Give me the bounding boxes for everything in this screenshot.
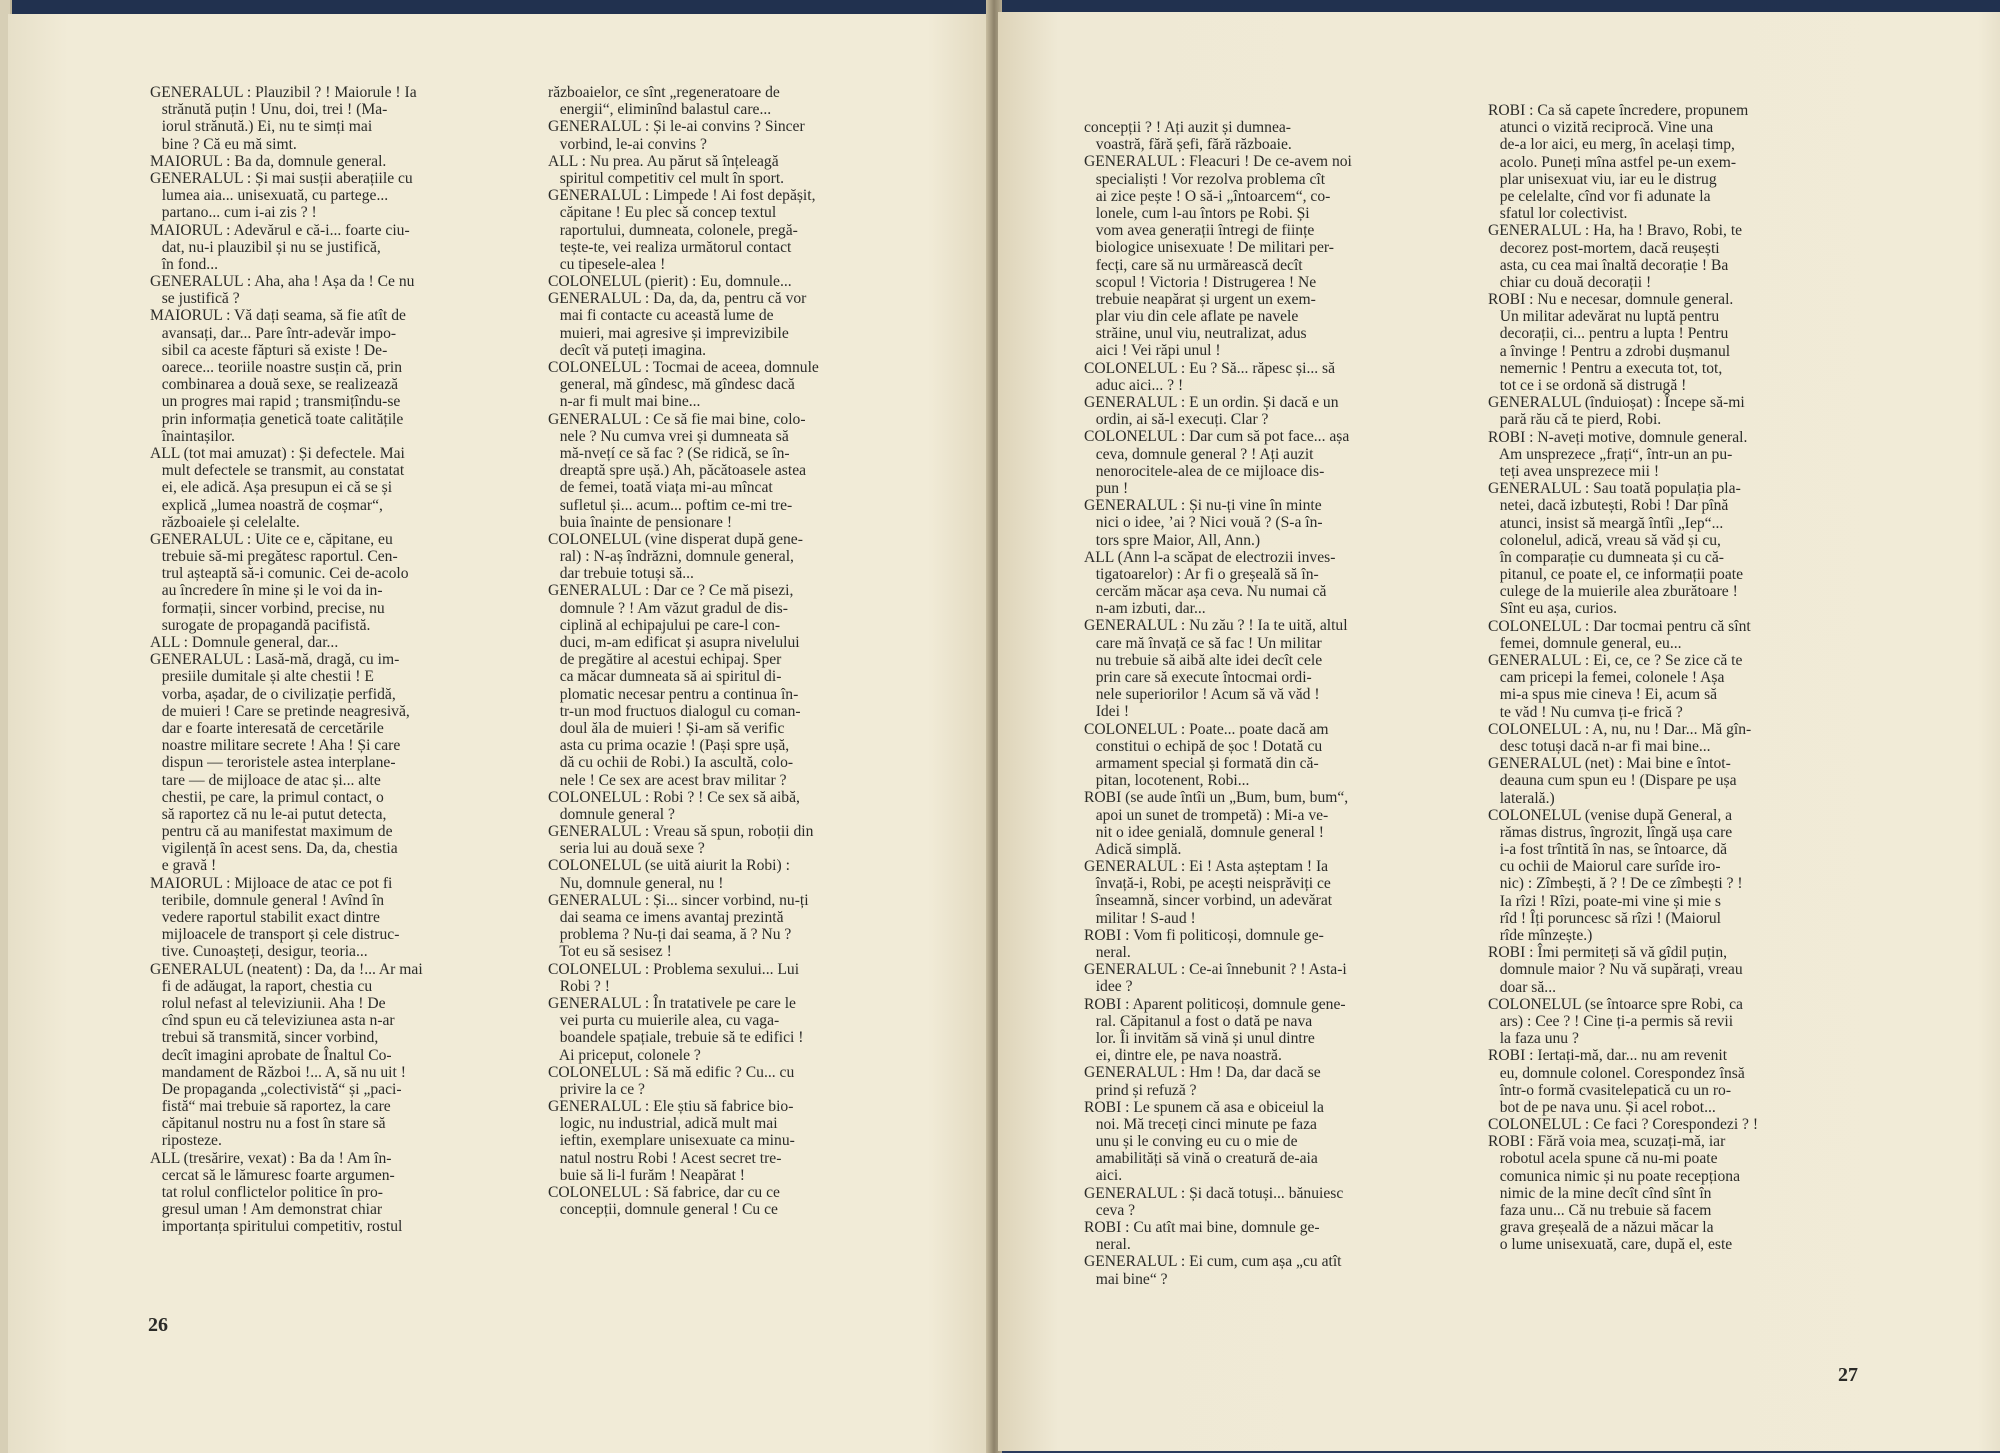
text-line: ROBI : Ca să capete încredere, propunem xyxy=(1488,102,1749,119)
text-line: neral. xyxy=(1084,1236,1131,1254)
text-line: Ai priceput, colonele ? xyxy=(548,1046,701,1064)
text-line: presiile dumitale și alte chestii ! E xyxy=(150,668,374,686)
text-line: GENERALUL : Plauzibil ? ! Maiorule ! Ia xyxy=(150,84,417,101)
text-line: o lume unisexuată, care, după el, este xyxy=(1488,1236,1733,1254)
text-line: GENERALUL : Vreau să spun, roboții din xyxy=(548,823,814,841)
text-line: dă cu ochii de Robi.) Ia ascultă, colo- xyxy=(548,754,794,772)
text-line: într-o formă cvasitelepatică cu un ro- xyxy=(1488,1081,1732,1099)
text-line: GENERALUL : Fleacuri ! De ce-avem noi xyxy=(1084,153,1352,171)
text-line: de femei, toată viața mi-au mîncat xyxy=(548,479,773,497)
text-line: trebuie să-mi pregătesc raportul. Cen- xyxy=(150,548,398,566)
text-line: ROBI : Îmi permiteți să vă gîdil puțin, xyxy=(1488,944,1728,962)
text-line: doul ăla de muieri ! Și-am să verific xyxy=(548,719,785,737)
text-line: lor. Îi invităm să vină și unul dintre xyxy=(1084,1029,1315,1047)
text-line: GENERALUL : Lasă-mă, dragă, cu im- xyxy=(150,651,400,669)
text-line: COLONELUL : Să fabrice, dar cu ce xyxy=(548,1184,780,1201)
text-line: riposteze. xyxy=(150,1132,222,1150)
text-line: COLONELUL (se întoarce spre Robi, ca xyxy=(1488,995,1743,1013)
text-line: trul așteaptă să-i comunic. Cei de-acolo xyxy=(150,565,409,583)
text-line: buie să li-l furăm ! Neapărat ! xyxy=(548,1166,746,1184)
text-line: tot ce i se ordonă să distrugă ! xyxy=(1488,377,1687,394)
text-line: GENERALUL : Hm ! Da, dar dacă se xyxy=(1084,1064,1321,1082)
text-line: pitanul, ce poate el, ce informații poate xyxy=(1488,566,1744,584)
text-line: ALL : Nu prea. Au părut să înțeleagă xyxy=(548,152,779,170)
text-line: duci, m-am edificat și asupra nivelului xyxy=(548,634,800,651)
text-line: nic) : Zîmbești, ă ? ! De ce zîmbești ? ! xyxy=(1488,875,1743,893)
text-line: e gravă ! xyxy=(150,857,217,875)
text-line: ROBI : Aparent politicoși, domnule gene- xyxy=(1084,995,1346,1013)
text-line: natul nostru Robi ! Acest secret tre- xyxy=(548,1149,782,1167)
text-line: tive. Cunoașteți, desigur, teoria... xyxy=(150,943,368,961)
text-line: cam pricepi la femei, colonele ! Așa xyxy=(1488,669,1725,687)
text-line: dar trebuie totuși să... xyxy=(548,565,694,583)
text-line: GENERALUL : Ce să fie mai bine, colo- xyxy=(548,410,806,428)
text-line: rîd ! Îți poruncesc să rîzi ! (Maiorul xyxy=(1488,909,1721,927)
text-line: spiritul competitiv cel mult în sport. xyxy=(548,169,785,187)
text-line: femei, domnule general, eu... xyxy=(1488,634,1682,652)
text-line: gresul uman ! Am demonstrat chiar xyxy=(150,1201,383,1219)
text-line: cu tipesele-alea ! xyxy=(548,255,666,273)
text-line: GENERALUL (net) : Mai bine e întot- xyxy=(1488,755,1731,773)
text-line: GENERALUL : Nu zău ? ! Ia te uită, altul xyxy=(1084,617,1348,635)
text-line: Idei ! xyxy=(1084,703,1130,721)
text-line: armament special și formată din că- xyxy=(1084,754,1319,772)
text-line: concepții ? ! Ați auzit și dumnea- xyxy=(1084,119,1291,136)
text-line: culege de la muierile alea zburătoare ! xyxy=(1488,583,1738,601)
text-line: De propaganda „colectivistă“ și „paci- xyxy=(150,1080,402,1098)
text-line: mi-a spus mie cineva ! Ei, acum să xyxy=(1488,686,1718,704)
text-line: doar să... xyxy=(1488,978,1556,996)
text-line: netei, dacă izbutești, Robi ! Dar pînă xyxy=(1488,497,1729,515)
text-line: GENERALUL : Ei cum, cum așa „cu atît xyxy=(1084,1253,1342,1271)
text-line: bine ? Că eu mă simt. xyxy=(150,135,297,153)
text-line: explică „lumea noastră de coșmar“, xyxy=(150,496,383,514)
text-line: trebuie neapărat și urgent un exem- xyxy=(1084,290,1316,308)
text-line: ceva, domnule general ? ! Ați auzit xyxy=(1084,445,1314,463)
left-page-column-1 xyxy=(150,84,538,1236)
text-line: COLONELUL (vine disperat după gene- xyxy=(548,530,803,548)
text-line: faza unu... Că nu trebuie să facem xyxy=(1488,1202,1712,1219)
text-line: fecți, care să nu urmărească decît xyxy=(1084,256,1303,274)
text-line: decît imagini aprobate de Înaltul Co- xyxy=(150,1046,392,1064)
text-line: învață-i, Robi, pe acești neisprăviți ce xyxy=(1084,875,1331,893)
text-line: decorez post-mortem, dacă reușești xyxy=(1488,239,1720,257)
text-line: cu ochii de Maiorul care surîde iro- xyxy=(1488,858,1721,876)
text-line: robotul acela spune că nu-mi poate xyxy=(1488,1150,1718,1168)
text-line: energii“, eliminînd balastul care... xyxy=(548,101,772,119)
text-line: pentru că au manifestat maximum de xyxy=(150,823,393,841)
text-line: rîde mînzește.) xyxy=(1488,927,1593,944)
text-line: fi de adăugat, la raport, chestia cu xyxy=(150,977,373,995)
text-line: chiar cu două decorații ! xyxy=(1488,273,1652,291)
text-line: surogate de propagandă pacifistă. xyxy=(150,616,371,634)
text-line: tat rolul conflictelor politice în pro- xyxy=(150,1184,383,1201)
text-line: ROBI : Le spunem că asa e obiceiul la xyxy=(1084,1098,1324,1116)
text-line: GENERALUL : Uite ce e, căpitane, eu xyxy=(150,530,393,548)
text-line: tigatoarelor) : Ar fi o greșeală să în- xyxy=(1084,565,1319,583)
text-line: GENERALUL : E un ordin. Și dacă e un xyxy=(1084,394,1339,411)
text-line: COLONELUL (venise după General, a xyxy=(1488,806,1733,824)
text-line: noi. Mă treceți cinci minute pe faza xyxy=(1084,1115,1317,1133)
text-line: ROBI : Vom fi politicoși, domnule ge- xyxy=(1084,926,1324,944)
text-line: tește-te, vei realiza următorul contact xyxy=(548,238,792,256)
text-line: privire la ce ? xyxy=(548,1080,645,1098)
text-line: ROBI : Fără voia mea, scuzați-mă, iar xyxy=(1488,1133,1726,1151)
text-line: la faza unu ? xyxy=(1488,1030,1579,1048)
text-line: tare — de mijloace de atac și... alte xyxy=(150,771,381,789)
text-line: nele ? Nu cumva vrei și dumneata să xyxy=(548,427,789,445)
text-line: COLONELUL : Să mă edific ? Cu... cu xyxy=(548,1063,795,1081)
text-line: ALL : Domnule general, dar... xyxy=(150,634,339,651)
text-line: cînd spun eu că televiziunea asta n-ar xyxy=(150,1012,395,1030)
text-line: COLONELUL : Dar cum să pot face... așa xyxy=(1084,428,1350,446)
text-line: GENERALUL : Și nu-ți vine în minte xyxy=(1084,497,1322,515)
text-line: GENERALUL : Dar ce ? Ce mă pisezi, xyxy=(548,582,794,600)
text-line: COLONELUL : Ce faci ? Corespondezi ? ! xyxy=(1488,1116,1759,1134)
text-line: GENERALUL : Și mai susții aberațiile cu xyxy=(150,169,413,187)
text-line: grava greșeală de a năzui măcar la xyxy=(1488,1219,1714,1237)
text-line: dai seama ce imens avantaj prezintă xyxy=(548,909,784,926)
text-line: MAIORUL : Adevărul e că-i... foarte ciu- xyxy=(150,221,410,239)
text-line: COLONELUL : A, nu, nu ! Dar... Mă gîn- xyxy=(1488,720,1752,738)
text-line: prin care să execute întocmai ordi- xyxy=(1084,669,1312,686)
text-line: GENERALUL : Și... sincer vorbind, nu-ți xyxy=(548,891,809,909)
text-line: domnule general ? xyxy=(548,805,675,823)
text-line: amabilități să vină o creatură de-aia xyxy=(1084,1150,1318,1168)
text-line: decît vă puteți imagina. xyxy=(548,341,707,359)
text-line: GENERALUL : Ei, ce, ce ? Se zice că te xyxy=(1488,652,1743,669)
text-line: aici. xyxy=(1084,1167,1123,1185)
text-line: i-a fost trîntită în nas, se întoarce, dă xyxy=(1488,841,1728,859)
text-line: GENERALUL : Ha, ha ! Bravo, Robi, te xyxy=(1488,222,1743,240)
text-line: formații, sincer vorbind, precise, nu xyxy=(150,599,385,617)
text-line: vei purta cu muierile alea, cu vaga- xyxy=(548,1012,780,1030)
text-line: bot de pe nava unu. Și acel robot... xyxy=(1488,1098,1716,1116)
text-line: boandele spațiale, trebuie să te edifici ! xyxy=(548,1029,804,1047)
text-line: apoi un sunet de trompetă) : Mi-a ve- xyxy=(1084,806,1329,824)
text-line: ca măcar dumneata să ai spiritul di- xyxy=(548,668,782,686)
text-line: teți avea unsprezece mii ! xyxy=(1488,462,1660,480)
text-line: specialiști ! Vor rezolva problema cît xyxy=(1084,170,1326,188)
text-line: mandament de Război !... A, să nu uit ! xyxy=(150,1063,406,1081)
text-line: oarece... teoriile noastre susțin că, prin xyxy=(150,359,403,376)
text-line: militar ! S-aud ! xyxy=(1084,909,1196,927)
text-line: atunci o vizită reciprocă. Vine una xyxy=(1488,119,1714,137)
text-line: mult defectele se transmit, au constatat xyxy=(150,462,405,480)
text-line: ordin, ai să-l execuți. Clar ? xyxy=(1084,411,1269,429)
text-line: COLONELUL : Poate... poate dacă am xyxy=(1084,720,1329,738)
text-line: Am unsprezece „frați“, într-un an pu- xyxy=(1488,445,1733,463)
text-line: cercăm măcar așa ceva. Nu numai că xyxy=(1084,583,1327,601)
text-line: raportului, dumneata, colonele, pregă- xyxy=(548,221,798,239)
text-line: plar unisexuat viu, iar eu le distrug xyxy=(1488,170,1717,188)
text-line: se justifică ? xyxy=(150,290,240,308)
page-number-left: 26 xyxy=(148,1314,168,1336)
text-line: Nu, domnule general, nu ! xyxy=(548,874,724,892)
text-line: mai fi contacte cu această lume de xyxy=(548,307,774,325)
text-line: căpitanul nostru nu a fost în stare să xyxy=(150,1115,386,1133)
text-line: domnule maior ? Nu vă supărați, vreau xyxy=(1488,961,1743,979)
text-line: străine, unul viu, neutralizat, adus xyxy=(1084,325,1307,343)
text-line: idee ? xyxy=(1084,978,1133,996)
text-line: trebui să transmită, sincer vorbind, xyxy=(150,1029,379,1047)
text-line: voastră, fără șefi, fără războaie. xyxy=(1084,136,1292,154)
text-line: pe celelalte, cînd vor fi adunate la xyxy=(1488,187,1711,205)
text-line: un progres mai rapid ; transmițîndu-se xyxy=(150,393,401,411)
text-line: de muieri ! Care se pretinde neagresivă, xyxy=(150,702,410,720)
text-line: înseamnă, sincer vorbind, un adevărat xyxy=(1084,892,1333,910)
text-line: comunica nimic și nu poate recepționa xyxy=(1488,1167,1741,1185)
text-line: deauna cum spun eu ! (Dispare pe ușa xyxy=(1488,772,1737,790)
text-line: teribile, domnule general ! Avînd în xyxy=(150,891,384,909)
text-line: general, mă gîndesc, mă gîndesc dacă xyxy=(548,376,795,394)
text-line: prind și refuză ? xyxy=(1084,1081,1197,1099)
text-line: MAIORUL : Mijloace de atac ce pot fi xyxy=(150,874,393,892)
text-line: logic, nu industrial, adică mult mai xyxy=(548,1115,778,1133)
text-line: GENERALUL : Da, da, da, pentru că vor xyxy=(548,290,807,308)
text-line: partano... cum i-ai zis ? ! xyxy=(150,204,317,222)
text-line: dreaptă spre ușă.) Ah, păcătoasele astea xyxy=(548,462,807,480)
text-line: tors spre Maior, All, Ann.) xyxy=(1084,531,1261,549)
text-line: vigilență în acest sens. Da, da, chestia xyxy=(150,840,398,858)
text-line: COLONELUL : Problema sexului... Lui xyxy=(548,960,800,978)
text-line: vorba, așadar, de o civilizație perfidă, xyxy=(150,685,396,703)
text-line: plomatic necesar pentru a continua în- xyxy=(548,685,799,703)
text-line: a învinge ! Pentru a zdrobi dușmanul xyxy=(1488,342,1731,360)
text-line: care mă învață ce să fac ! Un militar xyxy=(1084,634,1322,652)
text-line: nici o idee, ’ai ? Nici vouă ? (S-a în- xyxy=(1084,514,1323,532)
text-line: acolo. Puneți mîna astfel pe-un exem- xyxy=(1488,153,1737,171)
text-line: plar viu din cele aflate pe navele xyxy=(1084,308,1299,326)
text-line: te văd ! Nu cumva ți-e frică ? xyxy=(1488,703,1683,721)
text-line: nu trebuie să aibă alte idei decît cele xyxy=(1084,651,1323,669)
text-line: căpitane ! Eu plec să concep textul xyxy=(548,204,777,222)
text-line: GENERALUL : Aha, aha ! Așa da ! Ce nu xyxy=(150,273,415,291)
text-line: cercat să le lămuresc foarte argumen- xyxy=(150,1166,395,1184)
text-line: Adică simplă. xyxy=(1084,840,1182,858)
text-line: războaielor, ce sînt „regeneratoare de xyxy=(548,84,780,101)
text-line: mijloacele de transport și cele distruc- xyxy=(150,926,400,944)
text-line: ALL (tresărire, vexat) : Ba da ! Am în- xyxy=(150,1149,392,1167)
text-line: noastre militare secrete ! Aha ! Și care xyxy=(150,737,401,755)
text-line: GENERALUL : Sau toată populația pla- xyxy=(1488,480,1741,498)
text-line: ROBI (se aude întîi un „Bum, bum, bum“, xyxy=(1084,789,1349,807)
text-line: domnule ? ! Am văzut gradul de dis- xyxy=(548,599,788,617)
left-page-column-2 xyxy=(548,84,948,1218)
text-line: concepții, domnule general ! Cu ce xyxy=(548,1201,778,1219)
text-line: ALL (Ann l-a scăpat de electrozii inves- xyxy=(1084,548,1336,566)
text-line: COLONELUL : Tocmai de aceea, domnule xyxy=(548,359,819,376)
text-line: unu și le conving eu cu o mie de xyxy=(1084,1133,1298,1151)
text-line: Ia rîzi ! Rîzi, poate-mi vine și mie s xyxy=(1488,892,1721,910)
text-line: problema ? Nu-ți dai seama, ă ? Nu ? xyxy=(548,926,792,944)
right-page-column-1 xyxy=(1084,119,1476,1288)
text-line: să raportez că nu le-ai putut detecta, xyxy=(150,805,387,823)
text-line: Sînt eu așa, curios. xyxy=(1488,600,1618,618)
text-line: ral) : N-aș îndrăzni, domnule general, xyxy=(548,548,794,566)
text-line: aduc aici... ? ! xyxy=(1084,376,1184,394)
right-page-column-2 xyxy=(1488,102,1890,1254)
text-line: ROBI : N-aveți motive, domnule general. xyxy=(1488,428,1748,446)
text-line: nele ! Ce sex are acest brav militar ? xyxy=(548,771,787,789)
text-line: dar e foarte interesată de cercetările xyxy=(150,719,384,737)
text-line: ei, ele adică. Așa presupun ei că se și xyxy=(150,479,393,497)
text-line: nemernic ! Pentru a executa tot, tot, xyxy=(1488,359,1723,377)
text-line: chestii, pe care, la primul contact, o xyxy=(150,788,384,806)
text-line: n-ar fi mult mai bine... xyxy=(548,393,701,411)
text-line: biologice unisexuate ! De militari per- xyxy=(1084,239,1334,257)
text-line: strănută puțin ! Unu, doi, trei ! (Ma- xyxy=(150,101,388,119)
text-line: iorul strănută.) Ei, nu te simți mai xyxy=(150,118,373,136)
text-line: sibil ca aceste făpturi să existe ! De- xyxy=(150,341,388,359)
left-page xyxy=(8,14,993,1453)
text-line: Robi ? ! xyxy=(548,977,610,995)
text-line: atunci, insist să meargă întîi „Iep“... xyxy=(1488,514,1724,532)
text-line: COLONELUL : Dar tocmai pentru că sînt xyxy=(1488,617,1751,635)
text-line: COLONELUL (pierit) : Eu, domnule... xyxy=(548,273,792,291)
text-line: rolul nefast al televiziunii. Aha ! De xyxy=(150,994,386,1012)
text-line: COLONELUL : Eu ? Să... răpesc și... să xyxy=(1084,359,1336,377)
text-line: asta, cu cea mai înaltă decorație ! Ba xyxy=(1488,256,1729,274)
text-line: nit o idee genială, domnule general ! xyxy=(1084,823,1324,841)
text-line: vedere raportul stabilit exact dintre xyxy=(150,909,380,926)
text-line: GENERALUL : Ce-ai înnebunit ? ! Asta-i xyxy=(1084,961,1347,979)
text-line: în comparație cu dumneata și cu că- xyxy=(1488,548,1724,566)
text-line: prin informația genetică toate calitățile xyxy=(150,410,404,428)
text-line: desc totuși dacă n-ar fi mai bine... xyxy=(1488,737,1711,755)
text-line: MAIORUL : Vă dați seama, să fie atît de xyxy=(150,307,406,325)
text-line: asta cu prima ocazie ! (Pași spre ușă, xyxy=(548,737,790,755)
text-line: GENERALUL (neatent) : Da, da !... Ar mai xyxy=(150,960,423,978)
text-line: ai zice pește ! O să-i „întoarcem“, co- xyxy=(1084,187,1331,205)
text-line: pun ! xyxy=(1084,479,1129,497)
text-line: tr-un mod fructuos dialogul cu coman- xyxy=(548,702,801,720)
text-line: mă-nvețí ce să fac ? (Se ridică, se în- xyxy=(548,444,790,462)
text-line: lumea aia... unisexuată, cu partege... xyxy=(150,187,389,205)
text-line: în fond... xyxy=(150,255,219,273)
text-line: importanța spiritului competitiv, rostul xyxy=(150,1218,403,1236)
text-line: GENERALUL : Și le-ai convins ? Sincer xyxy=(548,118,805,136)
text-line: constitui o echipă de șoc ! Dotată cu xyxy=(1084,737,1323,755)
text-line: neral. xyxy=(1084,944,1131,961)
page-number-right: 27 xyxy=(1838,1364,1858,1386)
text-line: GENERALUL : Ei ! Asta așteptam ! Ia xyxy=(1084,858,1329,876)
text-line: dispun — teroristele astea interplane- xyxy=(150,754,396,772)
text-line: lonele, cum l-au întors pe Robi. Și xyxy=(1084,204,1310,222)
right-page xyxy=(998,12,2000,1451)
text-line: combinarea a două sexe, se realizează xyxy=(150,376,399,394)
text-line: sufletul și... acum... poftim ce-mi tre- xyxy=(548,496,793,514)
text-line: muieri, mai agresive și imprevizibile xyxy=(548,324,789,342)
text-line: ral. Căpitanul a fost o dată pe nava xyxy=(1084,1012,1313,1030)
text-line: de pregătire al acestui echipaj. Sper xyxy=(548,651,782,669)
text-line: avansați, dar... Pare într-adevăr impo- xyxy=(150,324,397,342)
text-line: eu, domnule colonel. Corespondez însă xyxy=(1488,1064,1745,1082)
text-line: ROBI : Nu e necesar, domnule general. xyxy=(1488,291,1734,309)
text-line: nimic de la mine decît cînd sînt în xyxy=(1488,1184,1712,1202)
text-line: ei, dintre ele, pe nava noastră. xyxy=(1084,1047,1282,1065)
text-line: laterală.) xyxy=(1488,789,1555,807)
text-line: GENERALUL (înduioșat) : Începe să-mi xyxy=(1488,394,1745,412)
text-line: Tot eu să sesisez ! xyxy=(548,943,672,961)
text-line: vom avea generații întregi de ființe xyxy=(1084,222,1315,240)
text-line: seria lui au două sexe ? xyxy=(548,840,705,858)
text-line: COLONELUL : Robi ? ! Ce sex să aibă, xyxy=(548,788,800,806)
text-line: pitan, locotenent, Robi... xyxy=(1084,772,1250,790)
text-line: GENERALUL : Limpede ! Ai fost depășit, xyxy=(548,187,816,205)
text-line: rămas distrus, îngrozit, lîngă ușa care xyxy=(1488,823,1733,841)
text-line: războaiele și celelalte. xyxy=(150,513,300,531)
text-line: sfatul lor colectivist. xyxy=(1488,205,1628,223)
text-line: vorbind, le-ai convins ? xyxy=(548,135,707,153)
text-line: ALL (tot mai amuzat) : Și defectele. Mai xyxy=(150,444,405,462)
text-line: colonelul, adică, vreau să văd și cu, xyxy=(1488,531,1721,549)
text-line: nenorocitele-alea de ce mijloace dis- xyxy=(1084,462,1325,480)
text-line: de-a lor aici, eu merg, în același timp, xyxy=(1488,136,1735,154)
text-line: ieftin, exemplare unisexuate ca minu- xyxy=(548,1132,795,1150)
text-line: Un militar adevărat nu luptă pentru xyxy=(1488,308,1720,326)
text-line: decorații, ci... pentru a lupta ! Pentru xyxy=(1488,325,1729,343)
text-line: GENERALUL : Ele știu să fabrice bio- xyxy=(548,1098,794,1116)
text-line: dat, nu-i plauzibil și nu se justifică, xyxy=(150,238,381,256)
text-line: COLONELUL (se uită aiurit la Robi) : xyxy=(548,857,790,875)
text-line: n-am izbuti, dar... xyxy=(1084,600,1206,618)
text-line: aici ! Vei răpi unul ! xyxy=(1084,342,1221,360)
text-line: nele superiorilor ! Acum să vă văd ! xyxy=(1084,686,1320,704)
text-line: MAIORUL : Ba da, domnule general. xyxy=(150,152,387,170)
text-line: fistă“ mai trebuie să raportez, la care xyxy=(150,1098,391,1116)
text-line: scopul ! Victoria ! Distrugerea ! Ne xyxy=(1084,273,1317,291)
text-line: ceva ? xyxy=(1084,1201,1136,1219)
text-line: înaintașilor. xyxy=(150,427,235,445)
text-line: ROBI : Iertați-mă, dar... nu am revenit xyxy=(1488,1047,1728,1065)
text-line: pară rău că te pierd, Robi. xyxy=(1488,411,1662,429)
text-line: mai bine“ ? xyxy=(1084,1270,1168,1288)
text-line: au încredere în mine și le voi da in- xyxy=(150,582,383,600)
text-line: buia înainte de pensionare ! xyxy=(548,513,733,531)
text-line: ars) : Cee ? ! Cine ți-a permis să revii xyxy=(1488,1012,1734,1030)
text-line: ROBI : Cu atît mai bine, domnule ge- xyxy=(1084,1219,1320,1236)
text-line: ciplină al echipajului pe care-l con- xyxy=(548,616,781,634)
text-line: GENERALUL : În tratativele pe care le xyxy=(548,994,796,1012)
text-line: GENERALUL : Și dacă totuși... bănuiesc xyxy=(1084,1184,1344,1202)
